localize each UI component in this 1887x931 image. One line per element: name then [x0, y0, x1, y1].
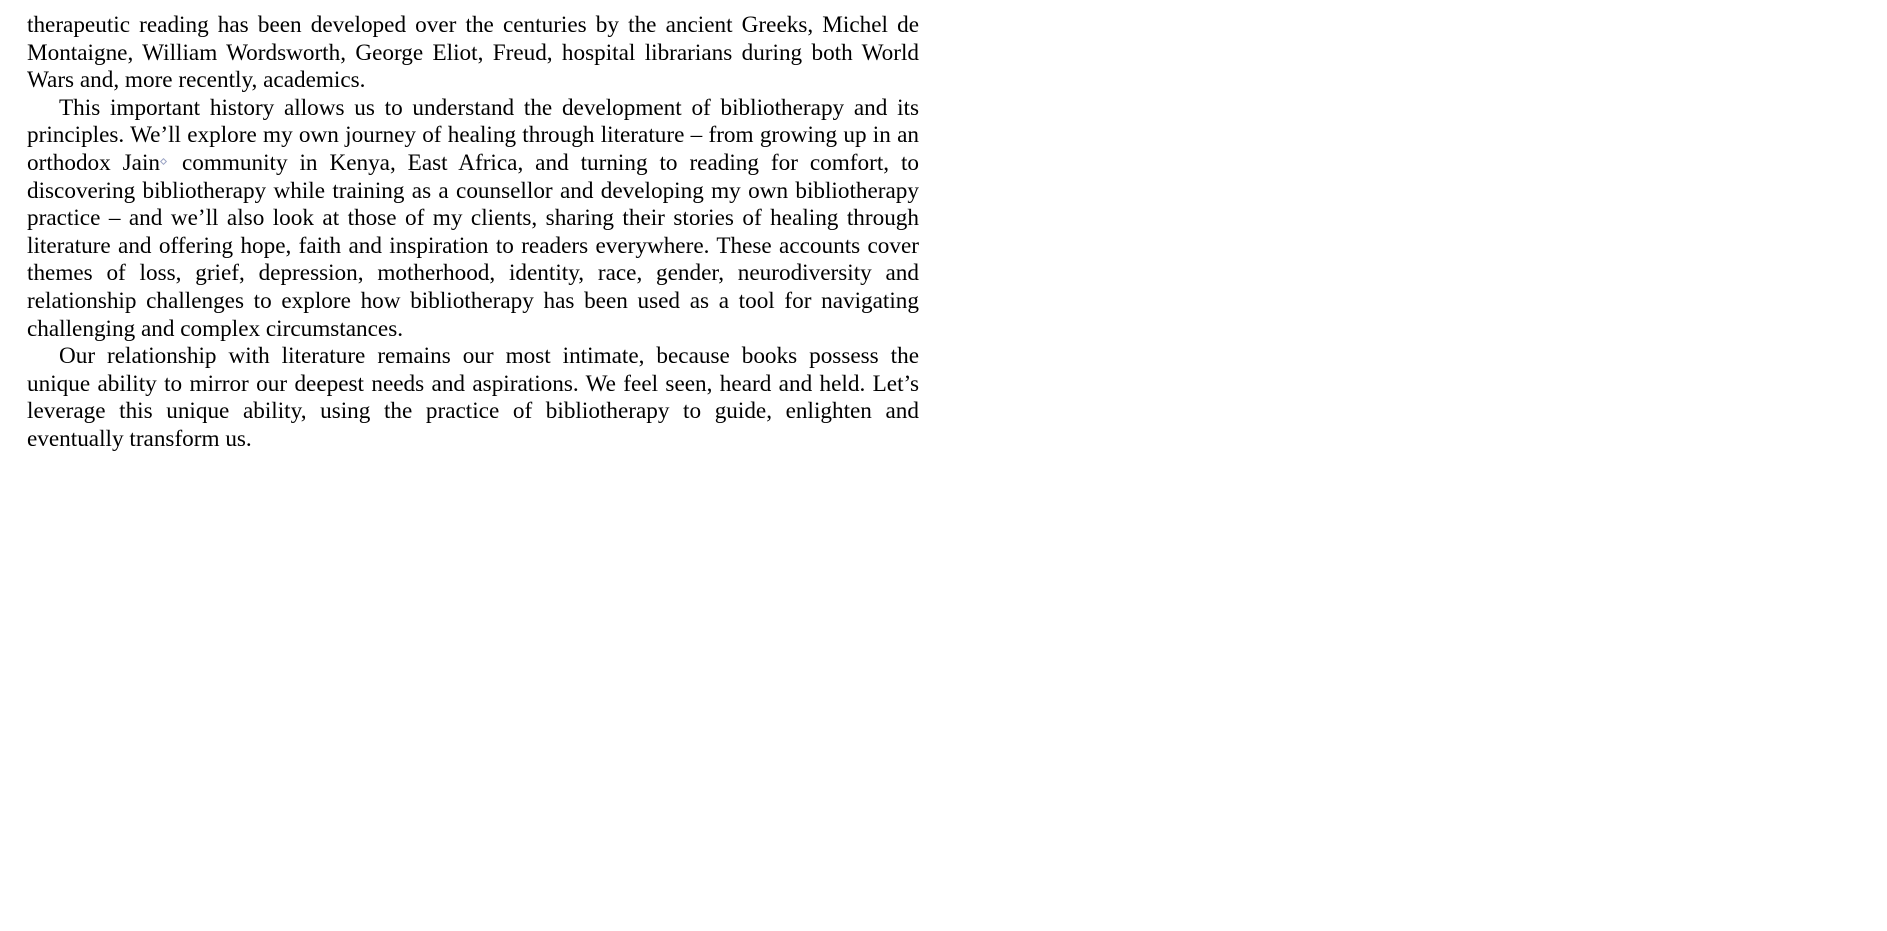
paragraph-relationship: Our relationship with literature remains our most intimate, because books possess the unique ability to mirror our deepest needs and aspirations. We feel seen, heard and held. Let’s leverage this unique ability, using the practice of bibliotherapy to guide, enlighten and eventually transform us. — [27, 343, 919, 452]
paragraph-history-continued: therapeutic reading has been developed over the centuries by the ancient Greeks, Michel de Montaigne, William Wordsworth, George Eliot, Freud, hospital librarians during both World Wars and, more recently, academics. — [27, 12, 919, 94]
paragraph-journey-text-start: This important history allows us to understand the development of bibliotherapy and its principles. We’ll explore my own journey of healing through literature – from growing up in an orthodox Jain — [27, 94, 919, 176]
footnote-link-icon[interactable] — [161, 159, 168, 166]
paragraph-journey-text-end: community in Kenya, East Africa, and turning to reading for comfort, to discovering bibliotherapy while training as a counsellor and developing my own bibliotherapy practice – and we’ll also look at those of my clients, sharing their stories of healing through literature and offering hope, faith and inspiration to readers everywhere. These accounts cover themes of loss, grief, depression, motherhood, identity, race, gender, neurodiversity and relationship challenges to explore how bibliotherapy has been used as a tool for navigating challenging and complex circumstances. — [27, 149, 920, 342]
paragraph-journey — [27, 95, 919, 343]
document-page — [27, 12, 919, 454]
